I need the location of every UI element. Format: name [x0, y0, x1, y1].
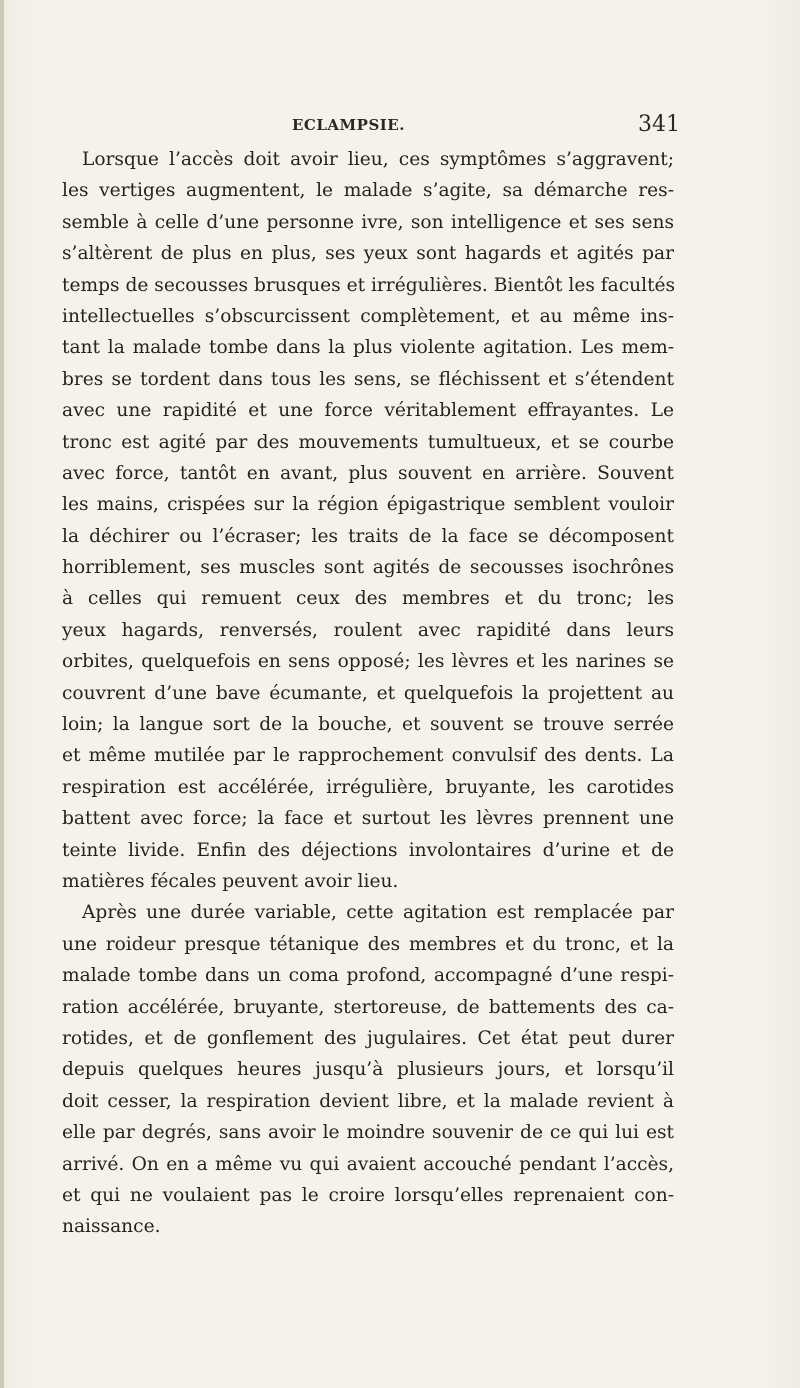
text-line: rotides, et de gonflement des jugulaires. Cet état peut durer [62, 1027, 674, 1049]
text-line: tronc est agité par des mouvements tumultueux, et se courbe [62, 431, 674, 453]
text-line: teinte livide. Enfin des déjections involontaires d’urine et de [62, 839, 674, 861]
text-line: semble à celle d’une personne ivre, son intelligence et ses sens [62, 211, 674, 233]
text-line: arrivé. On en a même vu qui avaient accouché pendant l’accès, [62, 1153, 674, 1175]
running-head [0, 112, 800, 142]
text-line: Après une durée variable, cette agitation est remplacée par [82, 902, 674, 924]
text-line: tant la malade tombe dans la plus violente agitation. Les mem- [62, 337, 674, 359]
text-line: les vertiges augmentent, le malade s’agite, sa démarche res- [62, 180, 674, 202]
text-line: matières fécales peuvent avoir lieu. [62, 870, 399, 892]
page-number: 341 [638, 112, 680, 137]
text-line: horriblement, ses muscles sont agités de secousses isochrônes [62, 557, 674, 579]
text-line: la déchirer ou l’écraser; les traits de la face se décomposent [62, 525, 674, 547]
text-line: respiration est accélérée, irrégulière, bruyante, les carotides [62, 776, 674, 798]
text-line: naissance. [62, 1216, 161, 1238]
page-edge [0, 0, 4, 1388]
text-line: à celles qui remuent ceux des membres et du tronc; les [62, 588, 674, 610]
text-line: loin; la langue sort de la bouche, et souvent se trouve serrée [62, 714, 674, 736]
text-line: intellectuelles s’obscurcissent complètement, et au même ins- [62, 305, 674, 327]
text-line: s’altèrent de plus en plus, ses yeux sont hagards et agités par [62, 243, 674, 265]
text-line: une roideur presque tétanique des membres et du tronc, et la [62, 933, 674, 955]
text-line: les mains, crispées sur la région épigastrique semblent vouloir [62, 494, 674, 516]
text-line: depuis quelques heures jusqu’à plusieurs jours, et lorsqu’il [62, 1059, 674, 1081]
text-line: avec une rapidité et une force véritablement effrayantes. Le [62, 400, 674, 422]
body-text [62, 144, 674, 1243]
text-line: battent avec force; la face et surtout les lèvres prennent une [62, 808, 674, 830]
text-line: Lorsque l’accès doit avoir lieu, ces symptômes s’aggravent; [82, 149, 674, 170]
text-line: couvrent d’une bave écumante, et quelquefois la projettent au [62, 682, 674, 704]
text-line: ration accélérée, bruyante, stertoreuse, de battements des ca- [62, 996, 674, 1018]
text-line: et même mutilée par le rapprochement convulsif des dents. La [62, 745, 674, 767]
text-line: malade tombe dans un coma profond, accompagné d’une respi- [62, 965, 674, 987]
text-line: orbites, quelquefois en sens opposé; les lèvres et les narines se [62, 651, 674, 673]
text-line: avec force, tantôt en avant, plus souvent en arrière. Souvent [62, 462, 674, 484]
text-line: doit cesser, la respiration devient libre, et la malade revient à [62, 1090, 674, 1112]
text-line: yeux hagards, renversés, roulent avec rapidité dans leurs [62, 619, 674, 641]
running-title: ECLAMPSIE. [292, 116, 405, 134]
text-line: et qui ne voulaient pas le croire lorsqu’elles reprenaient con- [62, 1184, 674, 1206]
text-line: elle par degrés, sans avoir le moindre souvenir de ce qui lui est [62, 1122, 674, 1144]
text-line: temps de secousses brusques et irrégulières. Bientôt les facultés [62, 274, 676, 296]
text-line: bres se tordent dans tous les sens, se fléchissent et s’étendent [62, 368, 674, 390]
